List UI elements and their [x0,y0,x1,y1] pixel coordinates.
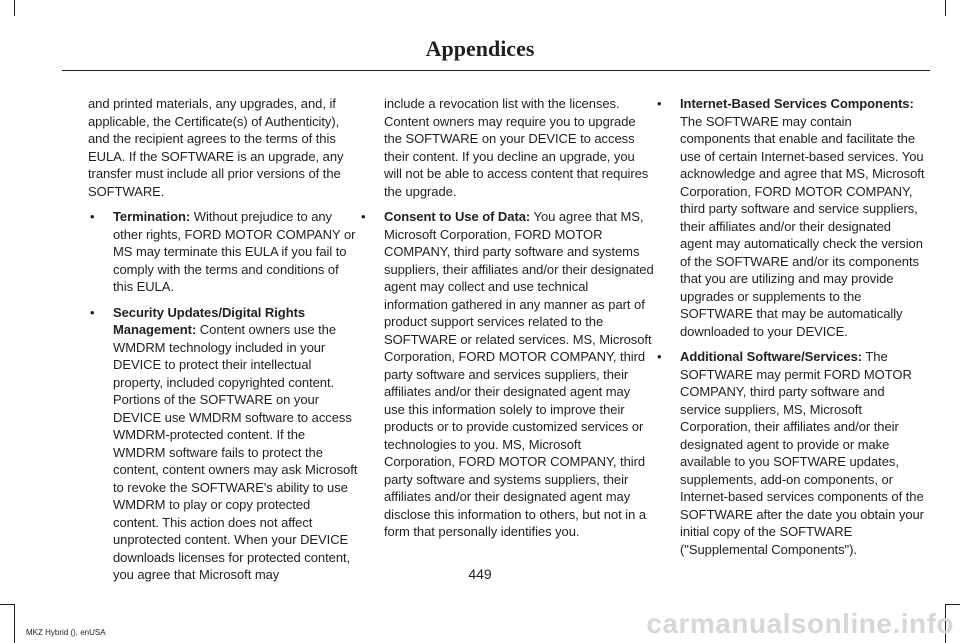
term-label: Consent to Use of Data: [384,209,531,224]
bullet: • [90,209,95,224]
page-number: 449 [468,566,492,582]
crop-mark-top-right [945,0,946,16]
crop-mark-bottom-right-h [946,604,960,605]
bullet-list [655,95,925,558]
term-text: The SOFTWARE may permit FORD MOTOR COMPANY, third party software and service suppliers, MS, Microsoft Corporation, their affiliates and/or their designated agent to provide or make available to you SOFTWARE updates, supplements, add-on components, or Internet-based services components of the SOFTWARE after the date you obtain your initial copy of the SOFTWARE ("Supplemental Components"). [680,349,924,557]
list-item-consent-data [359,208,654,541]
crop-mark-top-left [14,0,15,16]
watermark: carmanualsonline.info [646,608,954,639]
term-text: You agree that MS, Microsoft Corporation, FORD MOTOR COMPANY, third party software and systems suppliers, their affiliates and/or their designated agent may collect and use technical information gathered in any manner as part of product support services related to the SOFTWARE or related services. MS, Microsoft Corporation, FORD MOTOR COMPANY, third party software and services suppliers, their affiliates and/or their designated agent may use this information solely to improve their products or to provide customized services or technologies to you. MS, Microsoft Corporation, FORD MOTOR COMPANY, third party software and systems suppliers, their affiliates and/or their designated agent may disclose this information to others, but not in a form that personally identifies you. [384,209,654,539]
list-item-termination [88,208,358,296]
term-text: The SOFTWARE may contain components that enable and facilitate the use of certain Internet-based services. You acknowledge and agree that MS, Microsoft Corporation, FORD MOTOR COMPANY, third party software and service suppliers, their affiliates and/or their designated agent may automatically check the version of the SOFTWARE and/or its components that you are utilizing and may provide upgrades or supplements to the SOFTWARE that may be automatically downloaded to your DEVICE. [680,113,925,339]
list-item-internet-services [655,95,925,340]
crop-mark-bottom-left-v [14,604,15,643]
column-2 [361,95,654,549]
term-text: Without prejudice to any other rights, FORD MOTOR COMPANY or MS may terminate this EULA if you fail to comply with the terms and conditions of this EULA. [113,209,356,294]
footer-code: MKZ Hybrid (), enUSA [26,628,106,637]
bullet: • [361,209,366,224]
page-title: Appendices [425,36,535,61]
term-text: Content owners use the WMDRM technology included in your DEVICE to protect their intellectual property, included copyrighted content. Portions of the SOFTWARE on your DEVICE use WMDRM software to access WMDRM-protected content. If the WMDRM software fails to protect the content, content owners may ask Microsoft to revoke the SOFTWARE's ability to use WMDRM to play or copy protected content. This action does not affect unprotected content. When your DEVICE downloads licenses for protected content, you agree that Microsoft may [113,322,358,582]
bullet: • [657,96,662,111]
bullet-list [361,208,654,541]
bullet: • [90,304,95,320]
list-item-additional-software [655,348,925,558]
crop-mark-bottom-left-h [0,604,14,605]
header-rule [62,70,930,71]
term-label: Termination: [113,209,191,224]
column-1 [88,95,358,592]
bullet: • [657,349,662,364]
bullet-list [88,208,358,584]
continuation-text: include a revocation list with the licenses. Content owners may require you to upgrade the SOFTWARE on your DEVICE to access their content. If you decline an upgrade, you will not be able to access content that requires the upgrade. [384,96,649,199]
term-label: Internet-Based Services Components: [680,96,914,111]
term-label: Additional Software/Services: [680,349,863,364]
term-label: Security Updates/Digital Rights Management: [113,304,306,337]
column-3 [655,95,925,566]
list-item-security-updates [88,304,358,584]
continuation-text: and printed materials, any upgrades, and, if applicable, the Certificate(s) of Authenticity), and the recipient agrees to the terms of this EULA. If the SOFTWARE is an upgrade, any transfer must include all prior versions of the SOFTWARE. [88,96,344,199]
